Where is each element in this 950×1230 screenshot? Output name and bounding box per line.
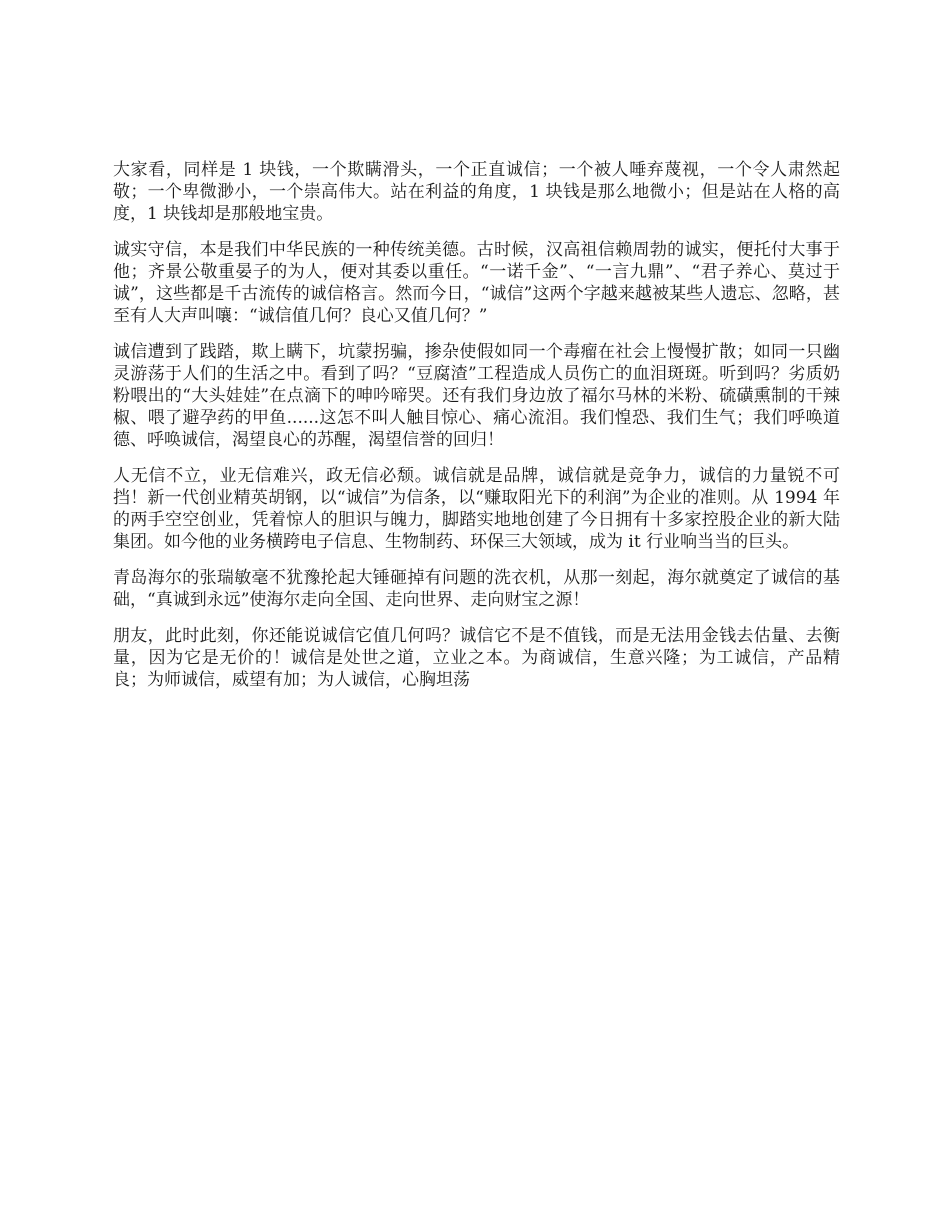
paragraph-1: 大家看，同样是 1 块钱，一个欺瞒滑头，一个正直诚信；一个被人唾弃蔑视，一个令人肃然起敬；一个卑微渺小，一个崇高伟大。站在利益的角度，1 块钱是那么地微小；但是站在人格的高度，1 块钱却是那般地宝贵。 <box>113 160 840 224</box>
document-body <box>113 159 840 705</box>
paragraph-2: 诚实守信，本是我们中华民族的一种传统美德。古时候，汉高祖信赖周勃的诚实，便托付大事于他；齐景公敬重晏子的为人，便对其委以重任。“一诺千金”、“一言九鼎”、“君子养心、莫过于诚”，这些都是千古流传的诚信格言。然而今日，“诚信”这两个字越来越被某些人遗忘、忽略，甚至有人大声叫嚷：“诚信值几何？良心又值几何？” <box>113 240 840 326</box>
paragraph-4: 人无信不立，业无信难兴，政无信必颓。诚信就是品牌，诚信就是竞争力，诚信的力量锐不可挡！新一代创业精英胡钢，以“诚信”为信条，以“赚取阳光下的利润”为企业的准则。从 1994 年的两手空空创业，凭着惊人的胆识与魄力，脚踏实地地创建了今日拥有十多家控股企业的新大陆集团。如今他的业务横跨电子信息、生物制药、环保三大领域，成为 it 行业响当当的巨头。 <box>113 466 840 552</box>
paragraph-6: 朋友，此时此刻，你还能说诚信它值几何吗？诚信它不是不值钱，而是无法用金钱去估量、去衡量，因为它是无价的！诚信是处世之道，立业之本。为商诚信，生意兴隆；为工诚信，产品精良；为师诚信，威望有加；为人诚信，心胸坦荡 <box>113 626 840 690</box>
paragraph-5: 青岛海尔的张瑞敏毫不犹豫抡起大锤砸掉有问题的洗衣机，从那一刻起，海尔就奠定了诚信的基础，“真诚到永远”使海尔走向全国、走向世界、走向财宝之源！ <box>113 568 840 610</box>
paragraph-3: 诚信遭到了践踏，欺上瞒下，坑蒙拐骗，掺杂使假如同一个毒瘤在社会上慢慢扩散；如同一只幽灵游荡于人们的生活之中。看到了吗？“豆腐渣”工程造成人员伤亡的血泪斑斑。听到吗？劣质奶粉喂出的“大头娃娃”在点滴下的呻吟啼哭。还有我们身边放了福尔马林的米粉、硫磺熏制的干辣椒、喂了避孕药的甲鱼......这怎不叫人触目惊心、痛心流泪。我们惶恐、我们生气；我们呼唤道德、呼唤诚信，渴望良心的苏醒，渴望信誉的回归！ <box>113 342 840 450</box>
